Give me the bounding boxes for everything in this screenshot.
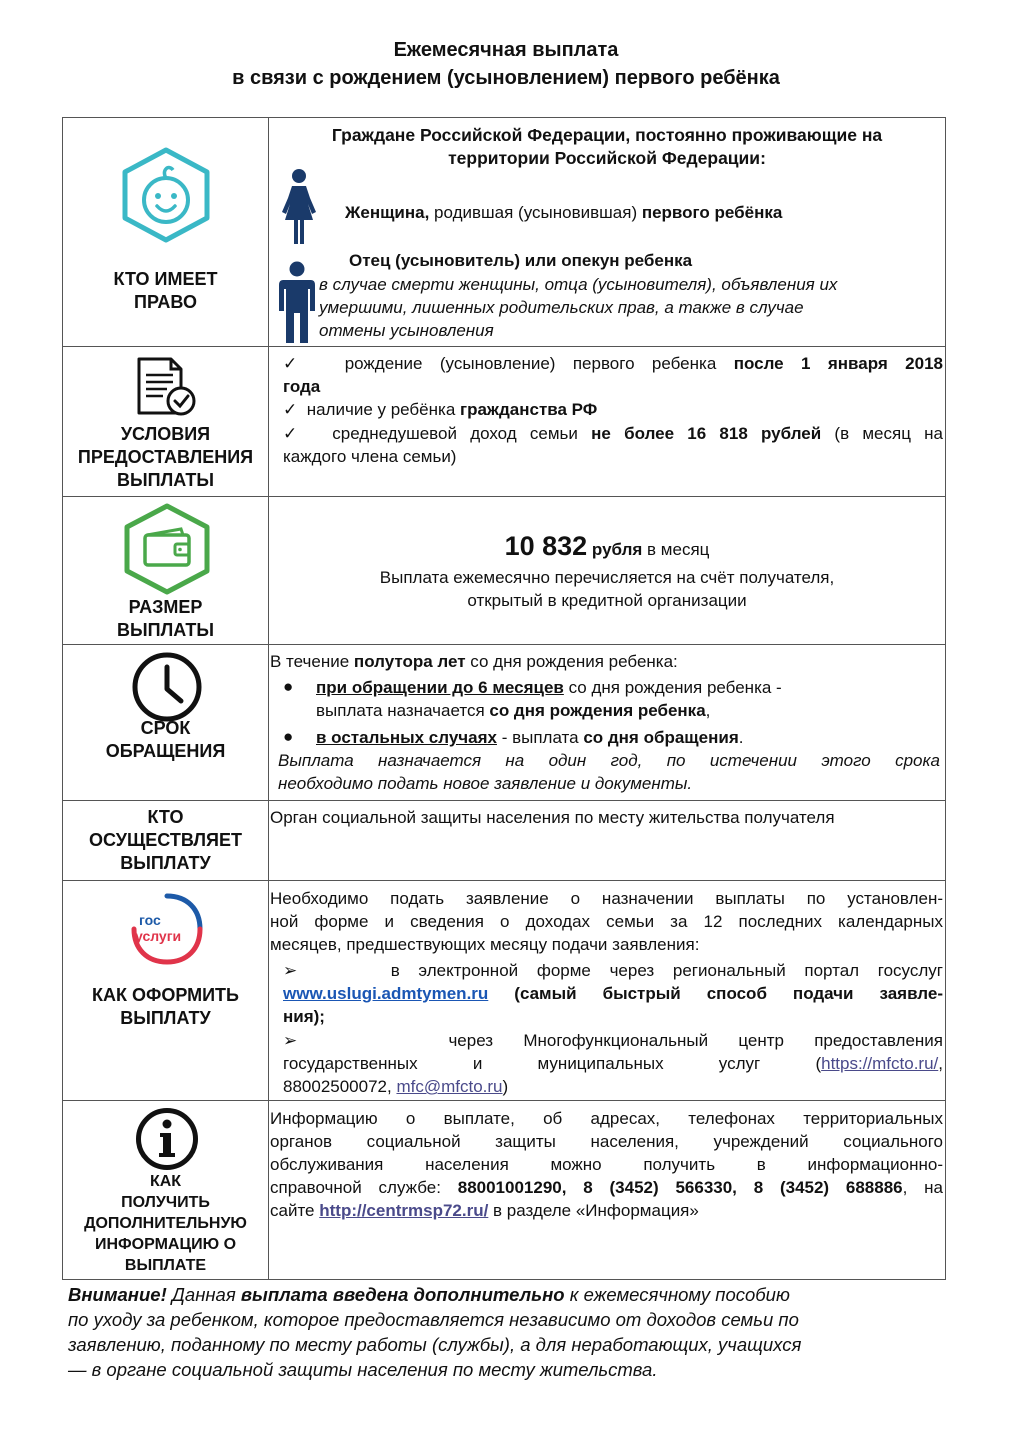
- clock-icon: [131, 651, 203, 723]
- info-line-5: [270, 1201, 699, 1220]
- conditions-label-line-1: УСЛОВИЯ: [120, 424, 211, 444]
- apply-intro: [270, 887, 943, 956]
- uslugi-link[interactable]: www.uslugi.admtymen.ru: [283, 984, 489, 1003]
- amount-label-line-2: ВЫПЛАТЫ: [117, 620, 214, 640]
- apply-option-1: [283, 959, 943, 1028]
- apply-option-2-text-2: государственных и муниципальных услуг (: [283, 1054, 822, 1073]
- term-bullet-2-bold: со дня обращения: [583, 728, 739, 747]
- info-line-4: [270, 1176, 943, 1199]
- condition-3-bold: не более 16 818 рублей: [591, 424, 822, 443]
- footer-line-3: заявлению, поданному по месту работы (службы), а для неработающих, учащихся: [68, 1334, 802, 1355]
- info-line-1: Информацию о выплате, об адресах, телефонах территориальных: [270, 1109, 943, 1128]
- condition-1-bold: после 1 января 2018: [733, 354, 943, 373]
- row-term: [63, 645, 946, 801]
- term-label: [63, 717, 268, 763]
- father-line-1: в случае смерти женщины, отца (усыновителя), объявления их: [319, 275, 838, 294]
- term-label-line-1: СРОК: [140, 718, 191, 738]
- conditions-content-cell: [269, 347, 946, 497]
- apply-option-2-paren: ): [502, 1077, 509, 1096]
- centrmsp-link[interactable]: http://centrmsp72.ru/: [319, 1201, 489, 1220]
- term-note: [278, 749, 940, 795]
- info-label-line-1: КАК: [149, 1173, 182, 1190]
- apply-option-1-line-2: [283, 982, 943, 1005]
- apply-label: [63, 984, 268, 1030]
- who-header-line-2: территории Российской Федерации:: [448, 148, 766, 168]
- mfc-link[interactable]: https://mfcto.ru/: [821, 1054, 939, 1073]
- document-title: [0, 36, 1012, 92]
- condition-1-line-1: [283, 352, 943, 375]
- payer-label-line-1: КТО: [147, 807, 184, 827]
- document-check-icon: [135, 357, 199, 417]
- amount-label-line-1: РАЗМЕР: [128, 597, 203, 617]
- title-line-1: Ежемесячная выплата: [393, 39, 619, 61]
- amount-label: [63, 596, 268, 642]
- check-icon: ✓: [283, 354, 310, 373]
- footer-line-4: — в органе социальной защиты населения по месту жительства.: [68, 1359, 658, 1380]
- apply-content-cell: [269, 881, 946, 1101]
- term-bullet-1-comma: ,: [705, 701, 711, 720]
- condition-1-bold-2: года: [283, 377, 321, 396]
- wallet-icon: [123, 503, 211, 595]
- info-label-line-2: ПОЛУЧИТЬ: [121, 1194, 210, 1211]
- term-bullet-1-bold: со дня рождения ребенка: [489, 701, 706, 720]
- condition-1-text: рождение (усыновление) первого ребенка: [344, 354, 734, 373]
- term-bullet-2-underlined: в остальных случаях: [316, 728, 497, 747]
- apply-option-1-bold-2: ния);: [283, 1007, 325, 1026]
- apply-option-2-line-2: [283, 1052, 943, 1075]
- woman-bold: Женщина,: [345, 203, 430, 222]
- info-label: [63, 1171, 268, 1276]
- info-line-5-text: сайте: [270, 1201, 320, 1220]
- arrow-bullet-icon: ➢: [283, 1031, 298, 1050]
- row-apply: [63, 881, 946, 1101]
- condition-2-bold: гражданства РФ: [460, 400, 598, 419]
- payer-label-cell: [63, 801, 269, 881]
- woman-bold2: первого ребёнка: [641, 203, 783, 222]
- apply-intro-line-2: ной форме и сведения о доходах семьи за 12 последних календарных: [270, 912, 943, 931]
- apply-intro-line-3: месяцев, предшествующих месяцу подачи заявления:: [270, 935, 700, 954]
- amount-period: в месяц: [642, 540, 710, 559]
- info-label-line-4: ИНФОРМАЦИЮ О: [94, 1236, 237, 1253]
- term-bullet-1-text: со дня рождения ребенка -: [563, 678, 782, 697]
- conditions-label-cell: [63, 347, 269, 497]
- payer-label: [63, 806, 268, 875]
- conditions-label-line-2: ПРЕДОСТАВЛЕНИЯ: [77, 447, 254, 467]
- amount-desc-line-1: Выплата ежемесячно перечисляется на счёт получателя,: [379, 568, 835, 587]
- father-line-2: умершими, лишенных родительских прав, а также в случае: [319, 298, 804, 317]
- father-heading: Отец (усыновитель) или опекун ребенка: [349, 251, 693, 270]
- term-note-line-1: Выплата назначается на один год, по истечении этого срока: [278, 751, 940, 770]
- woman-icon: [279, 168, 319, 246]
- term-bullet-2-text: - выплата: [496, 728, 584, 747]
- row-payer: [63, 801, 946, 881]
- apply-option-2-line-1: [283, 1029, 943, 1052]
- who-header-line-1: Граждане Российской Федерации, постоянно проживающие на: [331, 125, 883, 145]
- term-intro: [270, 650, 678, 673]
- term-label-cell: [63, 645, 269, 801]
- row-conditions: [63, 347, 946, 497]
- condition-3-text: среднедушевой доход семьи: [332, 424, 592, 443]
- mfc-email-link[interactable]: mfc@mfcto.ru: [396, 1077, 503, 1096]
- man-icon: [275, 261, 319, 345]
- footer-line-2: по уходу за ребенком, которое предоставляется независимо от доходов семьи по: [68, 1309, 799, 1330]
- apply-option-1-bold: (самый быстрый способ подачи заявле-: [488, 984, 943, 1003]
- footer-bold: выплата введена дополнительно: [240, 1284, 565, 1305]
- apply-option-2-comma: ,: [938, 1054, 943, 1073]
- condition-3-line-1: [283, 422, 943, 445]
- apply-option-1-line-1: [283, 959, 943, 982]
- term-intro-text-2: со дня рождения ребенка:: [465, 652, 678, 671]
- info-label-cell: [63, 1101, 269, 1280]
- amount-desc-line-2: открытый в кредитной организации: [467, 591, 747, 610]
- term-content-cell: [269, 645, 946, 801]
- woman-mid: родившая (усыновившая): [429, 203, 642, 222]
- term-bullet-1-marker: ●: [283, 677, 294, 696]
- info-label-line-5: ВЫПЛАТЕ: [124, 1257, 207, 1274]
- conditions-label-line-3: ВЫПЛАТЫ: [117, 470, 214, 490]
- row-who: [63, 118, 946, 347]
- info-line-5-text-2: в разделе «Информация»: [488, 1201, 699, 1220]
- term-label-line-2: ОБРАЩЕНИЯ: [105, 741, 226, 761]
- term-bullet-2-marker: ●: [283, 727, 294, 746]
- amount-label-cell: [63, 497, 269, 645]
- term-intro-bold: полутора лет: [353, 652, 466, 671]
- footer-text-2: к ежемесячному пособию: [564, 1284, 790, 1305]
- footer-line-1: [68, 1282, 943, 1307]
- who-label-cell: [63, 118, 269, 347]
- who-label-line-2: ПРАВО: [134, 292, 197, 312]
- check-icon: ✓: [283, 400, 298, 419]
- term-bullet-2-period: .: [738, 728, 744, 747]
- info-text: [270, 1107, 943, 1222]
- amount-value: [269, 529, 945, 567]
- condition-2-text: наличие у ребёнка: [306, 400, 461, 419]
- amount-content-cell: [269, 497, 946, 645]
- term-bullet-1-underlined: при обращении до 6 месяцев: [316, 678, 564, 697]
- payer-label-line-3: ВЫПЛАТУ: [120, 853, 211, 873]
- info-icon: [135, 1107, 199, 1171]
- amount-unit: рубля: [587, 540, 643, 559]
- arrow-bullet-icon: ➢: [283, 961, 298, 980]
- condition-3-text-3: каждого члена семьи): [283, 447, 457, 466]
- apply-option-2-text: через Многофункциональный центр предоставления: [448, 1031, 943, 1050]
- check-icon: ✓: [283, 424, 306, 443]
- apply-option-1-text: в электронной форме через региональный портал госуслуг: [390, 961, 943, 980]
- apply-label-cell: [63, 881, 269, 1101]
- apply-label-line-1: КАК ОФОРМИТЬ: [92, 985, 239, 1005]
- term-bullet-1: [316, 676, 782, 722]
- payer-label-line-2: ОСУЩЕСТВЛЯЕТ: [89, 830, 242, 850]
- info-phones: 88001001290, 8 (3452) 566330, 8 (3452) 688886: [457, 1178, 903, 1197]
- row-info: [63, 1101, 946, 1280]
- who-label-line-1: КТО ИМЕЕТ: [113, 269, 218, 289]
- woman-text: [345, 201, 782, 224]
- term-bullet-1-text-2: выплата назначается: [316, 701, 490, 720]
- who-header: [269, 124, 945, 170]
- amount-description: [269, 566, 945, 612]
- conditions-label: [63, 423, 268, 492]
- condition-1: [283, 352, 943, 398]
- logo-text-2: услуги: [135, 928, 182, 944]
- term-intro-text: В течение: [270, 652, 354, 671]
- info-line-4-text-2: , на: [902, 1178, 943, 1197]
- logo-text-1: гос: [139, 912, 161, 928]
- father-description: [319, 273, 837, 342]
- row-amount: [63, 497, 946, 645]
- footer-attention: Внимание!: [68, 1284, 167, 1305]
- term-note-line-2: необходимо подать новое заявление и документы.: [278, 774, 693, 793]
- info-content-cell: [269, 1101, 946, 1280]
- who-content-cell: [269, 118, 946, 347]
- condition-2: [283, 398, 597, 421]
- baby-face-icon: [119, 146, 213, 244]
- term-bullet-1-line-1: [316, 676, 782, 699]
- info-line-4-text: справочной службе:: [270, 1178, 458, 1197]
- apply-intro-line-1: Необходимо подать заявление о назначении выплаты по установлен-: [270, 889, 943, 908]
- father-line-3: отмены усыновления: [319, 321, 494, 340]
- condition-3: [283, 422, 943, 468]
- mfc-phone: 88002500072,: [283, 1077, 397, 1096]
- term-bullet-1-line-2: [316, 699, 782, 722]
- amount-number: 10 832: [504, 531, 588, 561]
- term-bullet-2: [316, 726, 743, 749]
- condition-3-text-2: (в месяц на: [821, 424, 944, 443]
- footer-text-1: Данная: [166, 1284, 241, 1305]
- info-label-line-3: ДОПОЛНИТЕЛЬНУЮ: [84, 1215, 247, 1232]
- apply-option-2: [283, 1029, 943, 1098]
- info-line-2: органов социальной защиты населения, учреждений социального: [270, 1132, 943, 1151]
- payer-content-cell: [269, 801, 946, 881]
- gosuslugi-logo-icon: [129, 891, 205, 967]
- apply-option-2-line-3: [283, 1077, 508, 1096]
- title-line-2: в связи с рождением (усыновлением) первого ребёнка: [232, 67, 780, 89]
- apply-label-line-2: ВЫПЛАТУ: [120, 1008, 211, 1028]
- info-line-3: обслуживания населения можно получить в информационно-: [270, 1155, 943, 1174]
- footer-note: [68, 1282, 943, 1382]
- info-table: [62, 117, 946, 1280]
- payer-text: Орган социальной защиты населения по месту жительства получателя: [270, 808, 835, 827]
- who-label: [63, 268, 268, 314]
